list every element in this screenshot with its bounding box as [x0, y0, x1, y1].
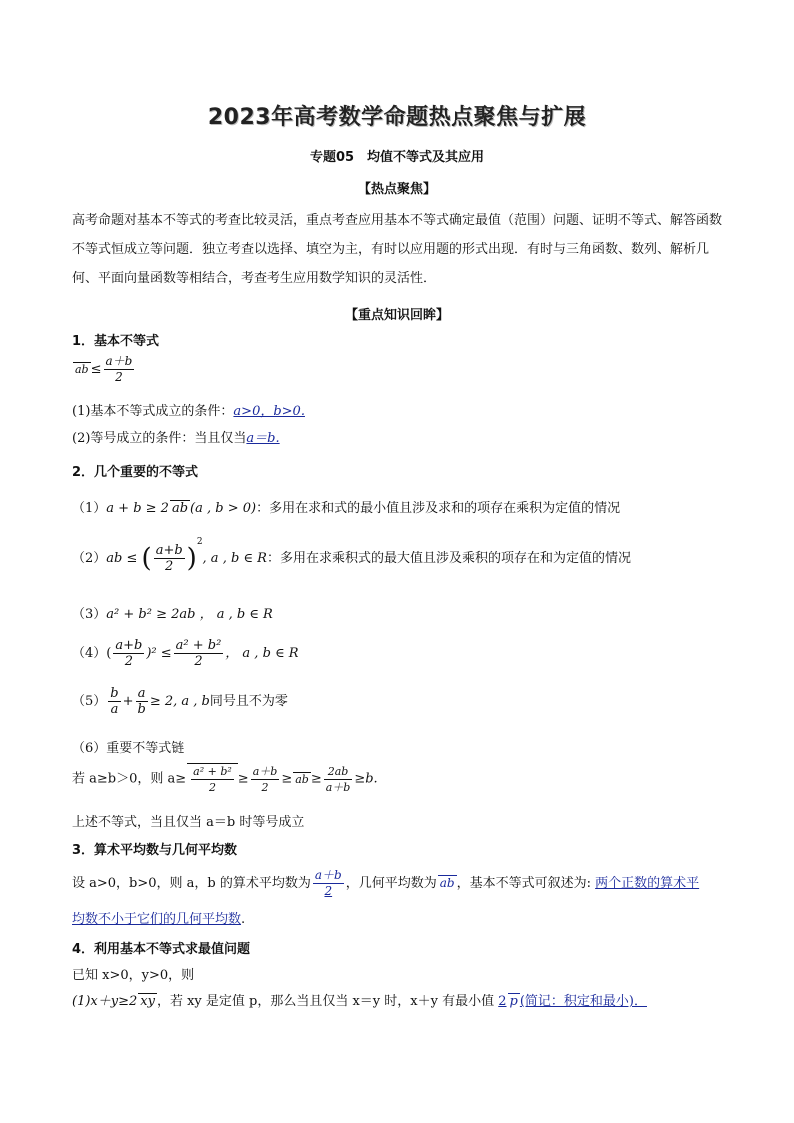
knowledge-2-heading: 2．几个重要的不等式	[72, 465, 199, 480]
section-heading-hotspot: 【热点聚焦】	[357, 182, 436, 197]
page-subtitle: 专题05 均值不等式及其应用	[309, 150, 485, 165]
condition-2: (2)等号成立的条件：当且仅当a＝b.	[72, 431, 280, 446]
inequality-5: （5） $\frac{b}{a}$ + $\frac{a}{b}$ ≥ 2, a , b同号且不为零	[72, 686, 288, 717]
condition-1: (1)基本不等式成立的条件：a>0，b>0.	[72, 404, 305, 419]
means-sentence-line2: 均数不小于它们的几何平均数.	[72, 912, 246, 927]
chain-note: 上述不等式，当且仅当 a＝b 时等号成立	[72, 815, 305, 830]
extremum-given: 已知 x>0，y>0，则	[72, 968, 195, 983]
means-sentence-line1: 设 a>0，b>0，则 a，b 的算术平均数为 $\frac{a+b}{2}$ ，几何平均数为 ab ，基本不等式可叙述为: 两个正数的算术平	[72, 868, 700, 898]
inequality-3: （3）a² + b² ≥ 2ab ， a , b ∈ R	[72, 607, 273, 622]
knowledge-3-heading: 3．算术平均数与几何平均数	[72, 843, 238, 858]
inequality-chain: 若 a≥b＞0，则 a≥ $\frac{\text{a² + b²}}{2}$ ≥ $\frac{a+b}{2}$ ≥ ab ≥ $\frac{2ab}{a+b}$ ≥b.	[72, 764, 378, 794]
page-title: 2023年高考数学命题热点聚焦与扩展	[207, 105, 587, 130]
inequality-4: （4）( $\frac{a+b}{2}$ )² ≤ $\frac{\text{a² + b²}}{2}$ ， a , b ∈ R	[72, 638, 299, 669]
inequality-1: （1）a + b ≥ 2 ab (a , b > 0)：多用在求和式的最小值且涉及求和的项存在乘积为定值的情况	[72, 501, 621, 516]
inequality-2: （2）ab ≤ ( $\frac{a+b}{2}$ )$^2$, a , b ∈ R：多用在求乘积式的最大值且涉及乘积的项存在和为定值的情况	[72, 537, 631, 574]
knowledge-4-heading: 4．利用基本不等式求最值问题	[72, 942, 251, 957]
section-heading-knowledge: 【重点知识回眸】	[344, 308, 449, 323]
knowledge-1-heading: 1．基本不等式	[72, 334, 160, 349]
extremum-rule-1: (1)x＋y≥2 xy ，若 xy 是定值 p，那么当且仅当 x＝y 时，x＋y 有最小值 2 p (简记：积定和最小)．	[72, 994, 647, 1009]
basic-inequality-formula: ab ≤ $\frac{a+b}{2}$	[75, 354, 133, 384]
inequality-6-heading: （6）重要不等式链	[72, 741, 185, 756]
hotspot-paragraph: 高考命题对基本不等式的考查比较灵活，重点考查应用基本不等式确定最值（范围）问题、证明不等式、解答函数不等式恒成立等问题．独立考查以选择、填空为主，有时以应用题的形式出现．有时与三角函数、数列、解析几何、平面向量函数等相结合，考查考生应用数学知识的灵活性．	[72, 213, 723, 286]
